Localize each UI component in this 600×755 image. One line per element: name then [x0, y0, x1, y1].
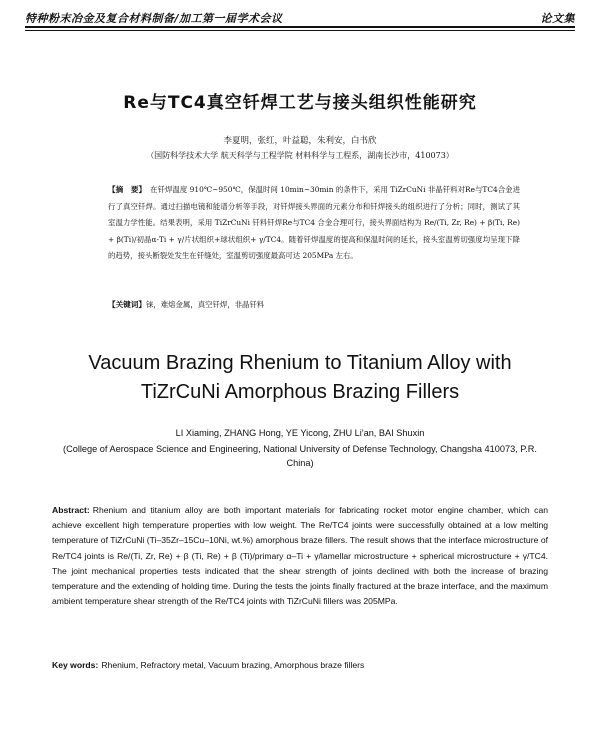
chinese-title: Re与TC4真空钎焊工艺与接头组织性能研究: [123, 93, 477, 113]
conference-name: 特种粉末冶金及复合材料制备/加工第一届学术会议: [25, 12, 283, 25]
english-title-line2: TiZrCuNi Amorphous Brazing Fillers: [140, 381, 460, 403]
header-rule-thin: [25, 30, 575, 31]
english-abstract-label: Abstract:: [52, 505, 90, 515]
chinese-authors: 李夏明，张红，叶益聪，朱利安，白书欣: [223, 136, 377, 146]
chinese-affiliation: （国防科学技术大学 航天科学与工程学院 材料科学与工程系，湖南长沙市，410073）: [146, 151, 454, 160]
chinese-abstract-label: 【摘 要】: [108, 185, 147, 194]
header-rule-thick: [25, 26, 575, 28]
chinese-abstract: [108, 182, 520, 265]
english-abstract: [52, 503, 548, 609]
english-keywords-label: Key words:: [52, 660, 99, 670]
running-header: [25, 10, 575, 26]
english-title: [0, 349, 600, 407]
chinese-abstract-text: 在钎焊温度 910℃~950℃，保温时间 10min~30min 的条件下，采用 TiZrCuNi 非晶钎料对Re与TC4合金进行了真空钎焊。通过扫描电镜和能谱分析等手段，对钎焊接头界面的元素分布和钎焊接头的组织进行了分析；同时，测试了其室温力学性能。结果表明，采用 TiZrCuNi 钎料钎焊Re与TC4 合金合理可行，接头界面结构为 Re/(Ti, Zr, Re) + β(Ti, Re) + β(Ti)/初晶α-Ti + γ/片状组织+球状组织+ γ/TC4。随着钎焊温度的提高和保温时间的延长，接头室温剪切强度均呈现下降的趋势，接头断裂处发生在钎缝处，室温剪切强度最高可达 205MPa 左右。: [108, 185, 521, 260]
english-abstract-text: Rhenium and titanium alloy are both important materials for fabricating rocket motor engine chamber, which can achieve excellent high temperature properties with low weight. The Re/TC4 joints were successfully obtained at a low melting temperature of TiZrCuNi (Ti–35Zr–15Cu–10Ni, wt.%) amorphous braze fillers. The result shows that the interface microstructure of Re/TC4 joints is Re/(Ti, Zr, Re) + β (Ti, Re) + β (Ti)/primary α–Ti + γ/lamellar microstructure + spherical microstructure + γ/TC4. The joint mechanical properties tests indicated that the shear strength of joints declined with both the increase of brazing temperature and the extending of holding time. During the tests the joints finally fractured at the braze interface, and the maximum ambient temperature shear strength of the Re/TC4 joints with TiZrCuNi fillers was 205MPa.: [52, 505, 548, 607]
english-affiliation: (College of Aerospace Science and Engineering, National University of Defense Technology, Changsha 410073, P.R. China): [63, 444, 537, 468]
english-keywords: [52, 660, 548, 670]
chinese-keywords: [108, 299, 528, 310]
english-keywords-text: Rhenium, Refractory metal, Vacuum brazing, Amorphous braze fillers: [101, 660, 365, 670]
chinese-keywords-text: 铼，难熔金属，真空钎焊，非晶钎料: [145, 300, 265, 309]
english-title-line1: Vacuum Brazing Rhenium to Titanium Alloy with: [88, 352, 512, 374]
english-authors: LI Xiaming, ZHANG Hong, YE Yicong, ZHU Li'an, BAI Shuxin: [175, 428, 425, 438]
chinese-keywords-label: 【关键词】: [108, 300, 146, 309]
section-name: 论文集: [540, 12, 575, 25]
